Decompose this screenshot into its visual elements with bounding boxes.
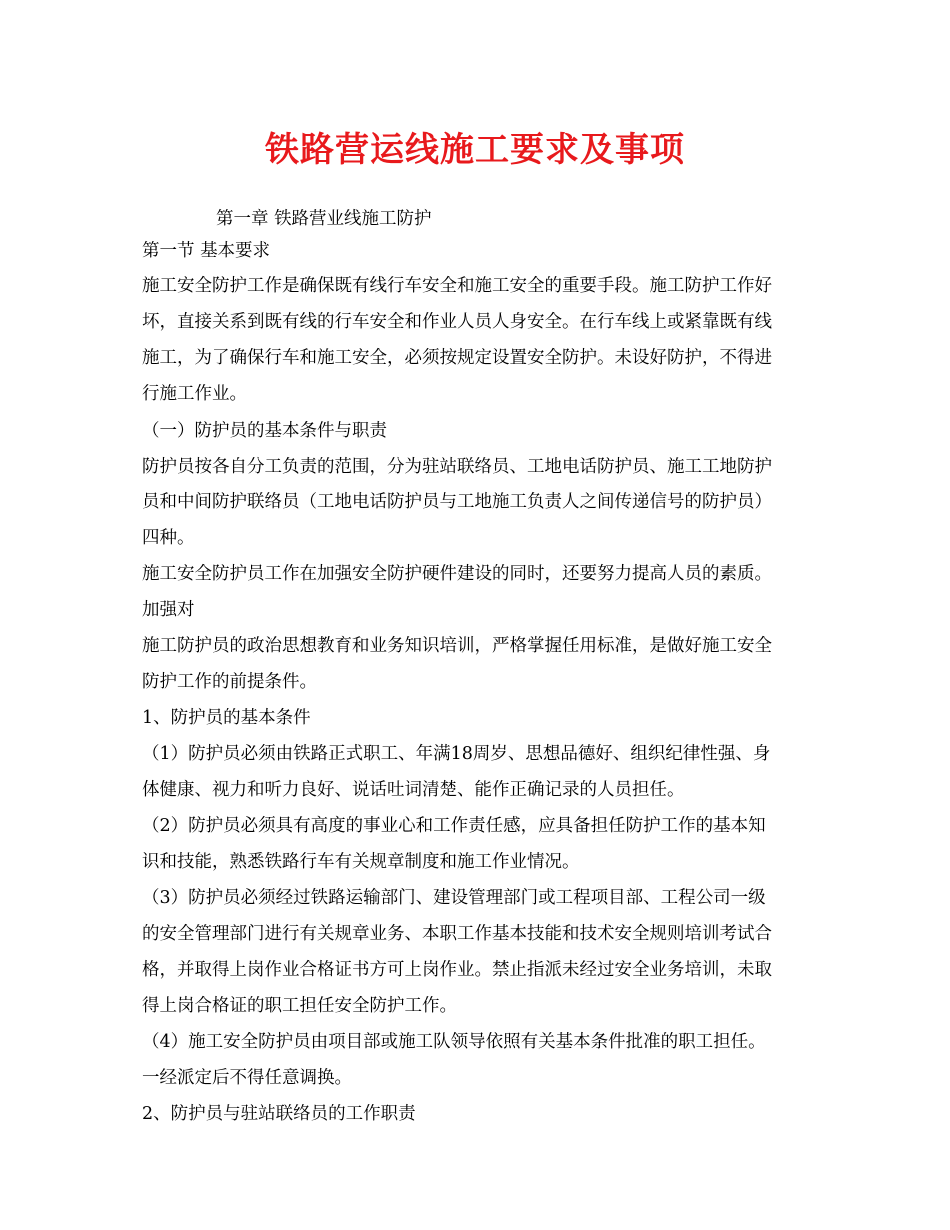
body-line: （2）防护员必须具有高度的事业心和工作责任感，应具备担任防护工作的基本知 xyxy=(142,816,766,836)
section-heading: 第一节 基本要求 xyxy=(142,241,271,261)
body-line: 员和中间防护联络员（工地电话防护员与工地施工负责人之间传递信号的防护员） xyxy=(142,492,772,512)
body-line: 施工防护员的政治思想教育和业务知识培训，严格掌握任用标准，是做好施工安全 xyxy=(142,636,772,656)
body-line: 识和技能，熟悉铁路行车有关规章制度和施工作业情况。 xyxy=(142,852,580,872)
body-line: 施工安全防护工作是确保既有线行车安全和施工安全的重要手段。施工防护工作好 xyxy=(142,276,772,296)
document-title: 铁路营运线施工要求及事项 xyxy=(265,130,685,170)
body-line: 格，并取得上岗作业合格证书方可上岗作业。禁止指派未经过安全业务培训，未取 xyxy=(142,960,772,980)
body-line: 施工安全防护员工作在加强安全防护硬件建设的同时，还要努力提高人员的素质。 xyxy=(142,564,772,584)
body-line: 的安全管理部门进行有关规章业务、本职工作基本技能和技术安全规则培训考试合 xyxy=(142,924,772,944)
body-line: （4）施工安全防护员由项目部或施工队领导依照有关基本条件批准的职工担任。 xyxy=(142,1032,766,1052)
item-heading: 2、防护员与驻站联络员的工作职责 xyxy=(142,1104,416,1124)
body-line: 四种。 xyxy=(142,528,195,548)
chapter-heading: 第一章 铁路营业线施工防护 xyxy=(216,209,432,229)
body-line: （1）防护员必须由铁路正式职工、年满18周岁、思想品德好、组织纪律性强、身 xyxy=(142,744,771,764)
body-line: 防护员按各自分工负责的范围，分为驻站联络员、工地电话防护员、施工工地防护 xyxy=(142,457,772,477)
body-line: 体健康、视力和听力良好、说话吐词清楚、能作正确记录的人员担任。 xyxy=(142,780,685,800)
body-line: 坏，直接关系到既有线的行车安全和作业人员人身安全。在行车线上或紧靠既有线 xyxy=(142,312,772,332)
body-line: 一经派定后不得任意调换。 xyxy=(142,1068,352,1088)
body-line: 防护工作的前提条件。 xyxy=(142,672,317,692)
body-line: 加强对 xyxy=(142,600,195,620)
body-line: 行施工作业。 xyxy=(142,384,247,404)
body-line: （3）防护员必须经过铁路运输部门、建设管理部门或工程项目部、工程公司一级 xyxy=(142,888,766,908)
item-heading: 1、防护员的基本条件 xyxy=(142,708,311,728)
subsection-heading: （一）防护员的基本条件与职责 xyxy=(142,421,387,441)
body-line: 得上岗合格证的职工担任安全防护工作。 xyxy=(142,996,457,1016)
body-line: 施工，为了确保行车和施工安全，必须按规定设置安全防护。未设好防护，不得进 xyxy=(142,348,772,368)
